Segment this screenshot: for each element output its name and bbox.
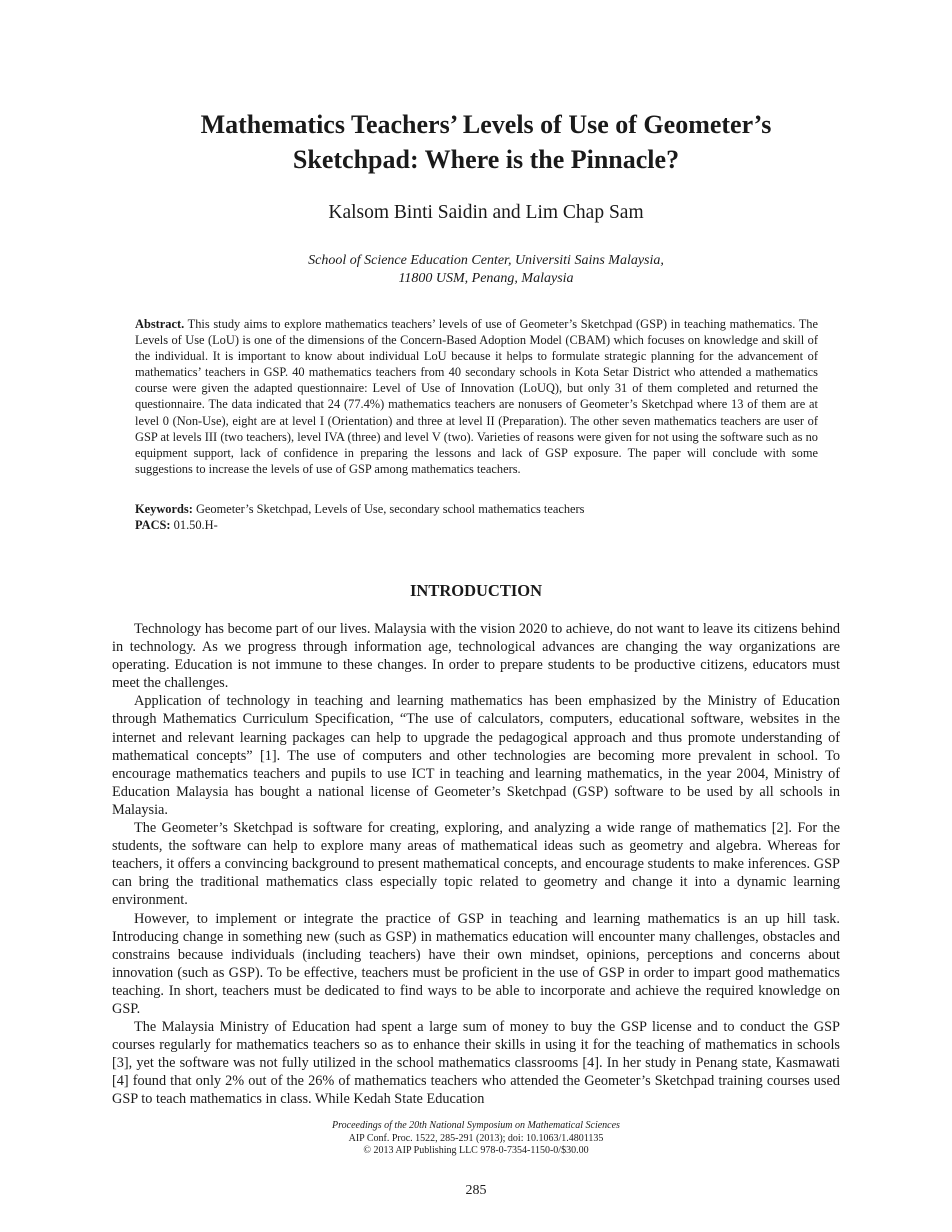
abstract-text: This study aims to explore mathematics teachers’ levels of use of Geometer’s Sketchpad (GSP) in teaching mathematics. The Levels of Use (LoU) is one of the dimensions of the Concern-Based Adoption Model (CBAM) which focuses on knowledge and skill of the individual. It is important to know about individual LoU because it helps to formulate strategic planning for the advancement of mathematics’ teachers in GSP. 40 mathematics teachers from 40 secondary schools in Kota Setar District who attended a mathematics course were given the adapted questionnaire: Level of Use of Innovation (LoUQ), but only 31 of them completed and returned the questionnaire. The data indicated that 24 (77.4%) mathematics teachers are nonusers of Geometer’s Sketchpad where 13 of them are at level 0 (Non-Use), eight are at level I (Orientation) and three at level II (Preparation). The other seven mathematics teachers are user of GSP at levels III (two teachers), level IVA (three) and level V (two). Varieties of reasons were given for not using the software such as no equipment support, lack of confidence in preparing the lessons and lack of GSP exposure. The paper will conclude with some suggestions to increase the levels of use of GSP among mathematics teachers.	[135, 317, 818, 476]
body-paragraph: The Malaysia Ministry of Education had spent a large sum of money to buy the GSP license and to conduct the GSP courses regularly for mathematics teachers so as to enhance their skills in using it for the teaching of mathematics in schools [3], yet the software was not fully utilized in the school mathematics classrooms [4]. In her study in Penang state, Kasmawati [4] found that only 2% out of the 26% of mathematics teachers who attended the Geometer’s Sketchpad training courses used GSP to teach mathematics in class. While Kedah State Education	[112, 1019, 840, 1108]
introduction-body	[112, 620, 840, 1109]
pacs-label: PACS:	[135, 517, 171, 532]
page-footer	[150, 1120, 802, 1158]
abstract-label: Abstract.	[135, 317, 185, 331]
keywords-block	[135, 502, 818, 533]
paper-title-line-2: Sketchpad: Where is the Pinnacle?	[292, 145, 680, 174]
section-heading-introduction: INTRODUCTION	[409, 581, 543, 600]
pacs-line	[135, 518, 818, 534]
affiliation-line-2: 11800 USM, Penang, Malaysia	[398, 271, 574, 286]
footer-proceedings: Proceedings of the 20th National Symposium on Mathematical Sciences	[332, 1120, 620, 1131]
keywords-text: Geometer’s Sketchpad, Levels of Use, secondary school mathematics teachers	[195, 502, 585, 516]
paper-title-line-1: Mathematics Teachers’ Levels of Use of Geometer’s	[200, 110, 772, 139]
footer-citation: AIP Conf. Proc. 1522, 285-291 (2013); doi: 10.1063/1.4801135	[348, 1132, 604, 1144]
affiliation-line-1: School of Science Education Center, Universiti Sains Malaysia,	[308, 253, 664, 268]
authors: Kalsom Binti Saidin and Lim Chap Sam	[328, 202, 644, 223]
abstract	[135, 316, 818, 477]
keywords-line	[135, 502, 818, 518]
footer-copyright: © 2013 AIP Publishing LLC 978-0-7354-1150-0/$30.00	[363, 1145, 589, 1156]
body-paragraph: However, to implement or integrate the practice of GSP in teaching and learning mathematics is an up hill task. Introducing change in something new (such as GSP) in mathematics education will encounter many challenges, obstacles and constrains because individuals (including teachers) have their own mindset, opinions, perceptions and concerns about innovation (such as GSP). To be effective, teachers must be proficient in the use of GSP in order to impart good mathematics teaching. In short, teachers must be dedicated to find ways to be able to incorporate and achieve the required knowledge on GSP.	[112, 910, 840, 1017]
body-paragraph: Technology has become part of our lives. Malaysia with the vision 2020 to achieve, do not want to leave its citizens behind in technology. As we progress through information age, technological advances are changing the way organizations are operating. Education is not immune to these changes. In order to prepare students to be productive citizens, educators must meet the challenges.	[112, 621, 840, 692]
paper-title	[150, 107, 822, 177]
body-paragraph: Application of technology in teaching and learning mathematics has been emphasized by the Ministry of Education through Mathematics Curriculum Specification, “The use of calculators, computers, educational software, websites in the internet and relevant learning packages can help to upgrade the pedagogical approach and thus promote understanding of mathematical concepts” [1]. The use of computers and other technologies are becoming more prevalent in school. To encourage mathematics teachers and pupils to use ICT in teaching and learning mathematics, in the year 2004, Ministry of Education Malaysia has bought a national license of Geometer’s Sketchpad (GSP) software to be used by all schools in Malaysia.	[112, 693, 840, 818]
affiliation	[150, 252, 822, 288]
body-paragraph: The Geometer’s Sketchpad is software for creating, exploring, and analyzing a wide range of mathematics [2]. For the students, the software can help to explore many areas of mathematical ideas such as geometry and algebra. Whereas for teachers, it offers a convincing background to present mathematical concepts, and encourage students to make inferences. GSP can bring the traditional mathematics class especially topic related to geometry and change it into a dynamic learning environment.	[112, 820, 840, 909]
pacs-value: 01.50.H-	[173, 517, 218, 532]
page-number: 285	[465, 1183, 487, 1198]
keywords-label: Keywords:	[135, 502, 193, 516]
